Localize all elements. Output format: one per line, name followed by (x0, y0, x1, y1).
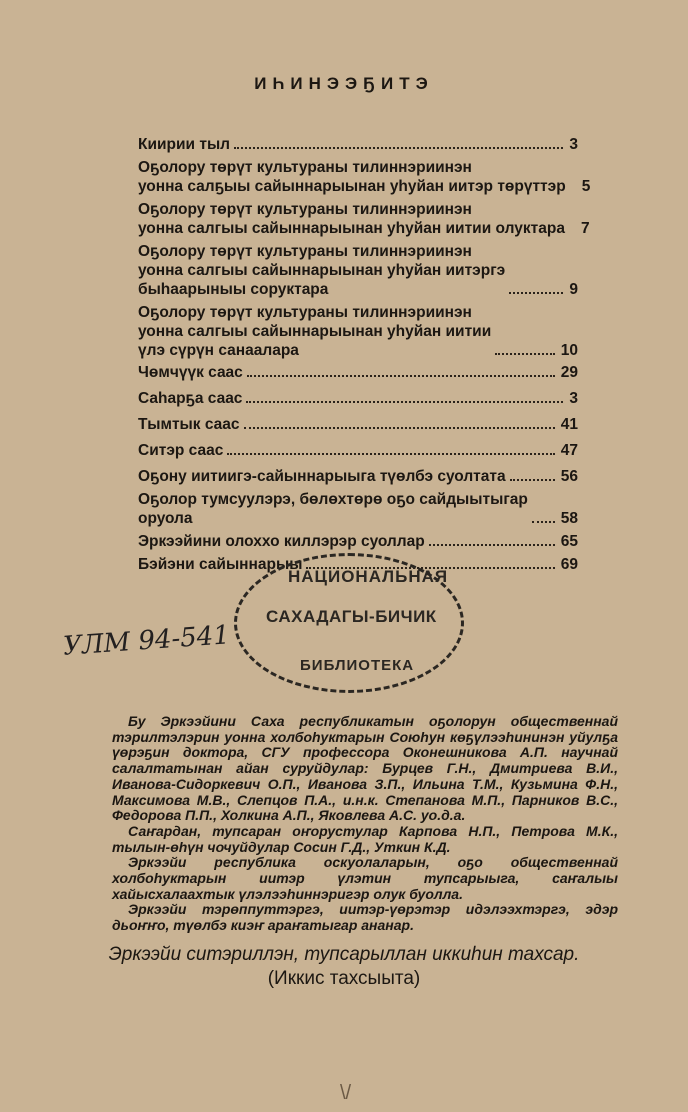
toc-entry-title: үлэ сүрүн санаалара (138, 342, 299, 359)
toc-page-number: 69 (560, 556, 578, 573)
toc-entry-title: Саһарҕа саас (138, 390, 243, 407)
toc-entry-title: быһаарыныы соруктара (138, 281, 329, 298)
toc-entry-title: Киирии тыл (138, 136, 231, 153)
toc-leader-dots (510, 479, 555, 481)
toc-page-number: 3 (569, 136, 578, 153)
toc-entry (138, 389, 578, 408)
credits-paragraph: Эркээйи тэрөппуттэргэ, иитэр-үөрэтэр идэлээхтэргэ, эдэр дьоҥҥо, түөлбэ киэҥ араҥатыгар ананар. (112, 901, 618, 934)
handwritten-note: УЛМ 94-541 (62, 620, 231, 662)
toc-page-number: 56 (560, 468, 578, 485)
toc-page-number: 9 (569, 281, 578, 298)
toc-entry-title: уонна салгыы сайыннарыынан уһуйан иитэргэ (138, 262, 506, 279)
toc-entry-title: Оҕолору төрүт культураны тилиннэриинэн (138, 304, 472, 321)
toc-entry-title: Оҕолору төрүт культураны тилиннэриинэн (138, 159, 472, 176)
toc-leader-dots (247, 375, 555, 377)
toc-entry-title: Чөмчүүк саас (138, 364, 243, 381)
toc-leader-dots (509, 292, 563, 294)
toc-entry (138, 135, 578, 154)
toc-page-number: 65 (560, 533, 578, 550)
credits-paragraph: Бу Эркээйини Саха республикатын оҕолорун общественнай тэрилтэлэрин уонна холбоһуктарын Союһун көҕүлээһининэн уйулҕа үөрэҕин доктора, СГУ профессора Оконешникова А.П. научнай салалтатынан айан суруйдулар: Бурцев Г.Н., Дмитриева В.И., Иванова-Сидоркевич О.П., Иванова З.П., Ильина Т.М., Кузьмина Ф.Н., Максимова М.В., Слепцов П.А., и.н.к. Степанова М.П., Парников В.С., Федорова П.П., Холкина А.П., Яковлева А.С. уо.д.а. (112, 713, 618, 824)
credits-block (112, 714, 618, 934)
table-of-contents (138, 131, 591, 574)
credits-paragraph: Эркээйи республика оскуолаларын, оҕо общественнай холбоһуктарын иитэр үлэтин тупсарыыга, саҥалыы хайысхалаахтык үлэлээһиннэригэр олук буолла. (112, 854, 618, 902)
toc-entry-title: уонна салҕыы сайыннарыынан уһуйан иитэр төрүттэр (138, 178, 566, 195)
toc-entry (138, 415, 578, 434)
toc-entry-title: Оҕолор тумсуулэрэ, бөлөхтөрө оҕо сайдыытыгар (138, 491, 528, 508)
toc-leader-dots (246, 401, 563, 403)
toc-entry-title: Ситэр саас (138, 442, 224, 459)
toc-entry (138, 158, 591, 196)
toc-page-number: 29 (560, 364, 578, 381)
stamp-middle-text: САХАДАГЫ-БИЧИК (266, 607, 437, 626)
toc-entry-title: Оҕолору төрүт культураны тилиннэриинэн (138, 243, 472, 260)
edition-footer (0, 943, 688, 991)
toc-entry-title: Тымтык саас (138, 416, 240, 433)
stamp-top-text: НАЦИОНАЛЬНАЯ (288, 567, 449, 586)
toc-leader-dots (532, 521, 555, 523)
toc-entry-title: уонна салгыы сайыннарыынан уһуйан иитии (138, 323, 492, 340)
toc-entry-title: оруола (138, 510, 193, 527)
toc-leader-dots (234, 147, 563, 149)
credits-paragraph: Саҥардан, тупсаран оҥорустулар Карпова Н.П., Петрова М.К., тылын-өһүн чочуйдулар Сосин Г.Д., Уткин К.Д. (112, 822, 618, 855)
toc-entry (138, 363, 578, 382)
library-stamp (228, 545, 468, 695)
contents-heading: ИҺИНЭЭҔИТЭ (254, 74, 434, 93)
toc-leader-dots (495, 353, 555, 355)
edition-number: (Иккис тахсыыта) (267, 968, 421, 989)
toc-page-number: 3 (569, 390, 578, 407)
bottom-mark: \/ (340, 1082, 352, 1104)
toc-entry (138, 200, 590, 238)
toc-entry (138, 242, 578, 299)
toc-entry (138, 303, 578, 360)
toc-entry (138, 467, 578, 486)
toc-page-number: 7 (580, 220, 590, 237)
toc-page-number: 41 (560, 416, 578, 433)
toc-leader-dots (244, 427, 555, 429)
toc-page-number: 10 (560, 342, 578, 359)
toc-entry (138, 441, 578, 460)
toc-entry (138, 490, 578, 528)
toc-entry-title: Оҕолору төрүт культураны тилиннэриинэн (138, 201, 472, 218)
toc-page-number: 58 (560, 510, 578, 527)
toc-entry-title: уонна салгыы сайыннарыынан уһуйан иитии олуктара (138, 220, 565, 237)
toc-entry-title: Эркээйини олоххо киллэрэр суоллар (138, 533, 425, 550)
toc-page-number: 5 (581, 178, 591, 195)
toc-page-number: 47 (560, 442, 578, 459)
toc-entry-title: Бэйэни сайыннарыы (138, 556, 303, 573)
toc-leader-dots (227, 453, 554, 455)
stamp-bottom-text: БИБЛИОТЕКА (300, 657, 415, 674)
toc-entry-title: Оҕону иитиигэ-сайыннарыыга түөлбэ суолтата (138, 468, 506, 485)
edition-line: Эркээйи ситэриллэн, тупсарыллан иккиһин тахсар. (108, 944, 580, 965)
